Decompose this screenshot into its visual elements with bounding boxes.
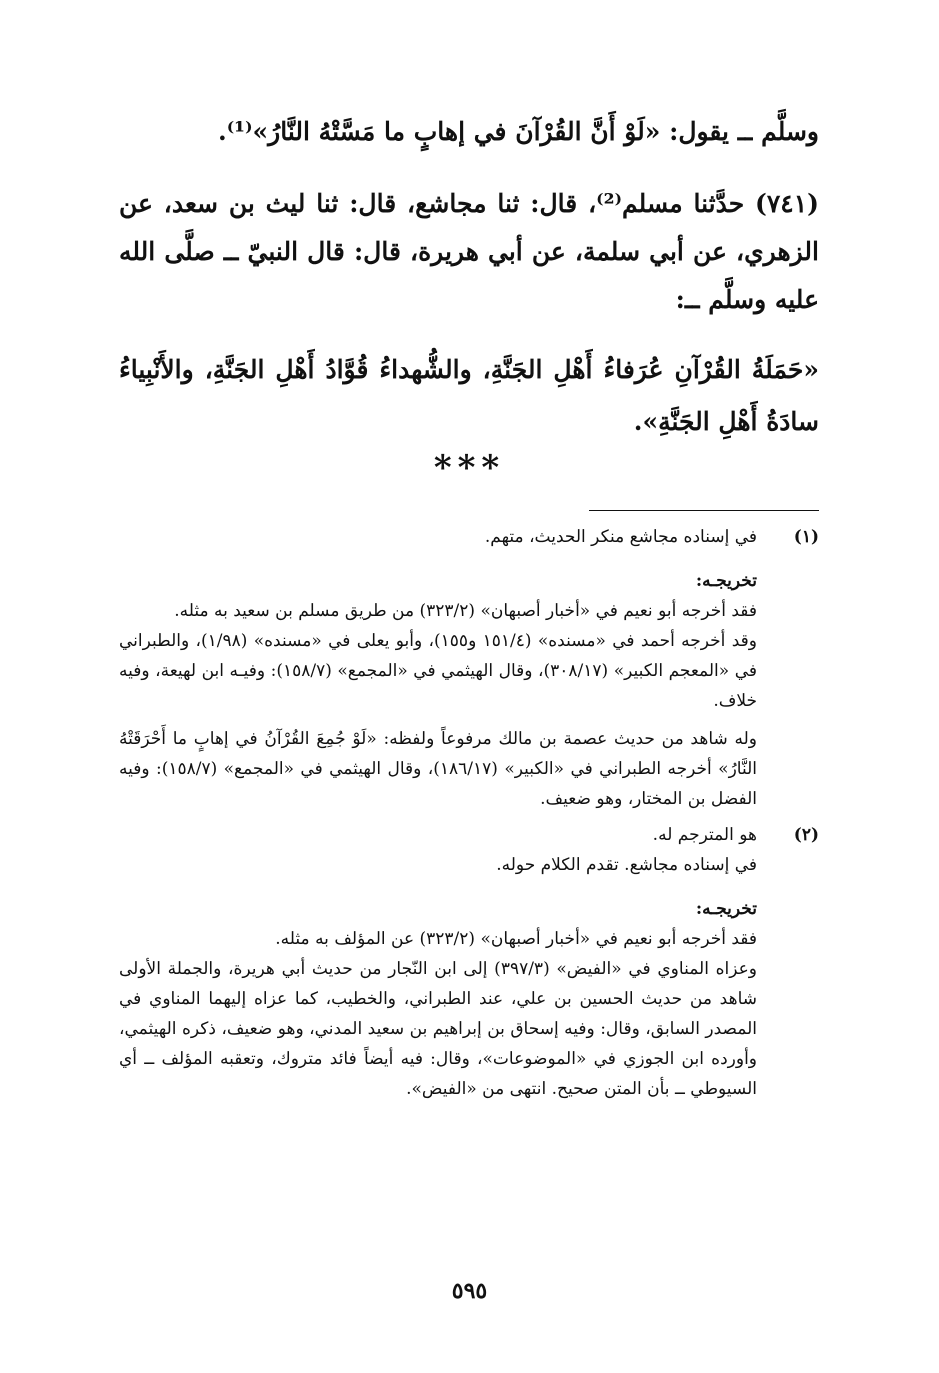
footnote-1-takhrij-2: وقد أخرجه أحمد في «مسنده» (١٥١/٤ و١٥٥)، وأبو يعلى في «مسنده» (١/٩٨)، والطبراني في «المعجم الكبير» (٣٠٨/١٧)، وقال الهيثمي في «المجمع» (١٥٨/٧): وفيـه ابن لهيعة، وفيه خلاف. bbox=[119, 631, 758, 711]
footnote-1 bbox=[119, 522, 819, 814]
main-text bbox=[119, 104, 819, 448]
footnote-1-text: في إسناده مجاشع منكر الحديث، متهم. bbox=[484, 527, 757, 547]
footnote-2-takhrij-heading: تخريجـه: bbox=[695, 899, 757, 919]
page-number: ٥٩٥ bbox=[451, 1278, 488, 1304]
hadith-741-isnad: (٧٤١) حدَّثنا مسلم⁽²⁾، قال: ثنا مجاشع، قال: ثنا ليث بن سعد، عن الزهري، عن أبي سلمة، عن أبي هريرة، قال: قال النبيّ ــ صلَّى الله عليه وسلَّم ــ: bbox=[119, 189, 819, 314]
section-separator: *** bbox=[433, 448, 506, 488]
hadith-740-ending: وسلَّم ــ يقول: «لَوْ أَنَّ القُرْآنَ في إهابٍ ما مَسَّتْهُ النَّارُ»⁽¹⁾. bbox=[218, 117, 819, 146]
footnote-1-takhrij-1: فقد أخرجه أبو نعيم في «أخبار أصبهان» (٣٢٣/٢) من طريق مسلم بن سعيد به مثله. bbox=[174, 601, 757, 621]
hadith-741-matn: «حَمَلَةُ القُرْآنِ عُرَفاءُ أَهْلِ الجَنَّةِ، والشُّهداءُ قُوَّادُ أَهْلِ الجَنَّةِ، والأَنْبِياءُ سادَةُ أَهْلِ الجَنَّةِ». bbox=[119, 355, 819, 436]
footnote-2-text: هو المترجم له. bbox=[652, 825, 757, 845]
footnote-divider bbox=[589, 510, 819, 511]
footnote-1-takhrij-3: وله شاهد من حديث عصمة بن مالك مرفوعاً ولفظه: «لَوْ جُمِعَ القُرْآنُ في إهابٍ ما أَحْرَقَتْهُ النَّارُ» أخرجه الطبراني في «الكبير» (١٨٦/١٧)، وقال الهيثمي في «المجمع» (١٥٨/٧): وفيه الفضل بن المختار، وهو ضعيف. bbox=[119, 729, 757, 809]
footnote-2-takhrij-1: فقد أخرجه أبو نعيم في «أخبار أصبهان» (٣٢٣/٢) عن المؤلف به مثله. bbox=[275, 929, 757, 949]
footnote-2-number: (٢) bbox=[793, 825, 819, 845]
footnote-2 bbox=[119, 820, 819, 1104]
footnote-2-isnad-note: في إسناده مجاشع. تقدم الكلام حوله. bbox=[496, 855, 757, 875]
footnote-2-takhrij-2: وعزاه المناوي في «الفيض» (٣٩٧/٣) إلى ابن النّجار من حديث أبي هريرة، والجملة الأولى شاهد من حديث الحسين بن علي، عند الطبراني، والخطيب، كما عزاه إليهما المناوي في المصدر السابق، وقال: وفيه إسحاق بن إبراهيم بن سعيد المدني، وهو ضعيف، ذكره الهيثمي، وأورده ابن الجوزي في «الموضوعات»، وقال: فيه أيضاً فائد متروك، وتعقبه المؤلف ــ أي السيوطي ــ بأن المتن صحيح. انتهى من «الفيض». bbox=[119, 959, 757, 1099]
footnotes bbox=[119, 522, 819, 1104]
footnote-1-takhrij-heading: تخريجـه: bbox=[695, 571, 757, 591]
footnote-1-number: (١) bbox=[793, 527, 819, 547]
